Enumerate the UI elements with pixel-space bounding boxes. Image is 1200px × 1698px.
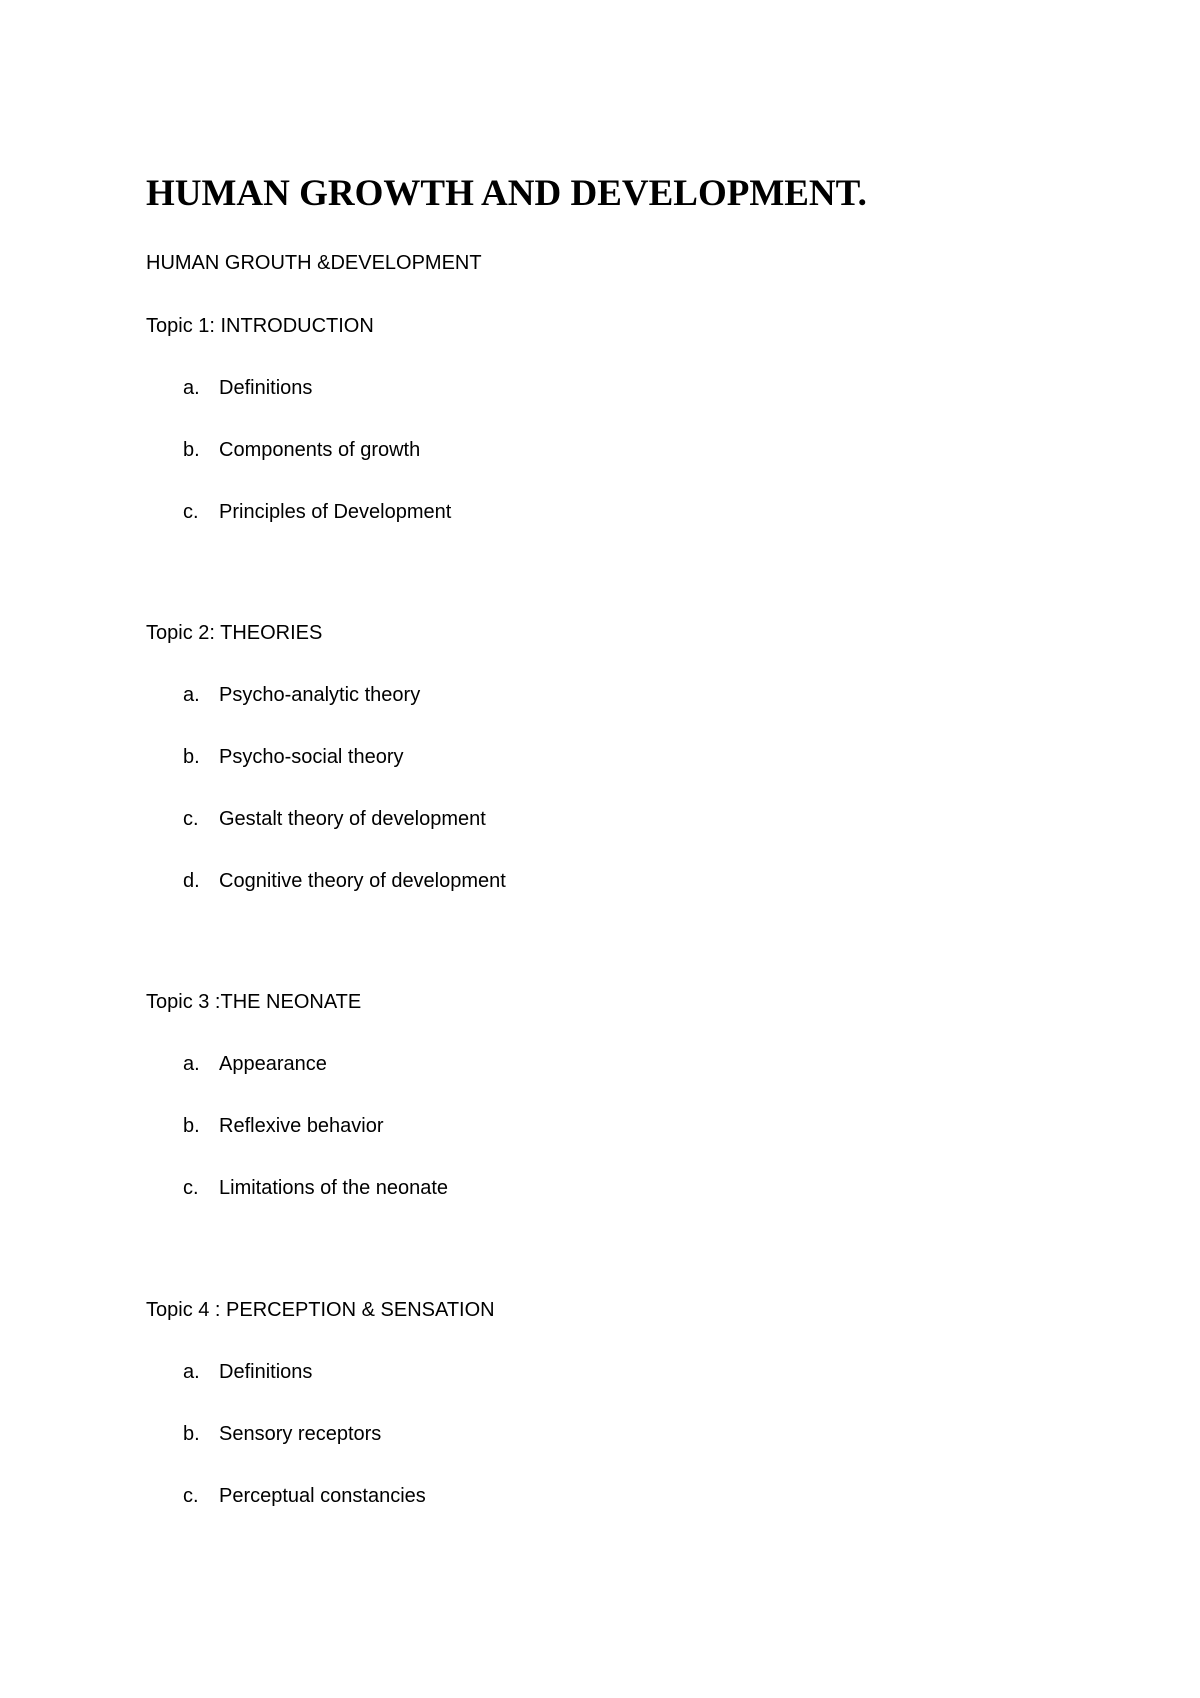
list-marker: a. — [183, 1053, 200, 1075]
document-subtitle: HUMAN GROUTH &DEVELOPMENT — [146, 252, 482, 274]
list-item-text: Gestalt theory of development — [219, 808, 486, 830]
list-marker: b. — [183, 746, 200, 768]
list-item-text: Psycho-analytic theory — [219, 684, 421, 706]
list-marker: a. — [183, 1361, 200, 1383]
list-item-text: Reflexive behavior — [219, 1115, 384, 1137]
list-marker: c. — [183, 501, 199, 523]
list-item-text: Limitations of the neonate — [219, 1177, 449, 1199]
list-item-text: Appearance — [219, 1053, 327, 1075]
list-marker: d. — [183, 870, 200, 892]
list-marker: b. — [183, 1423, 200, 1445]
topic-1-heading: Topic 1: INTRODUCTION — [146, 315, 374, 337]
topic-2-heading: Topic 2: THEORIES — [146, 622, 323, 644]
topic-4-heading: Topic 4 : PERCEPTION & SENSATION — [146, 1299, 495, 1321]
list-item-text: Perceptual constancies — [219, 1485, 426, 1507]
list-marker: c. — [183, 808, 199, 830]
list-item-text: Cognitive theory of development — [219, 870, 506, 892]
list-item-text: Sensory receptors — [219, 1423, 382, 1445]
list-item-text: Definitions — [219, 1361, 313, 1383]
list-item-text: Principles of Development — [219, 501, 452, 523]
list-item-text: Psycho-social theory — [219, 746, 404, 768]
topic-3-heading: Topic 3 :THE NEONATE — [146, 991, 362, 1013]
list-marker: a. — [183, 377, 200, 399]
list-marker: c. — [183, 1177, 199, 1199]
document-title: HUMAN GROWTH AND DEVELOPMENT. — [146, 173, 867, 214]
list-marker: c. — [183, 1485, 199, 1507]
list-marker: b. — [183, 439, 200, 461]
list-marker: b. — [183, 1115, 200, 1137]
list-item-text: Components of growth — [219, 439, 421, 461]
list-item-text: Definitions — [219, 377, 313, 399]
list-marker: a. — [183, 684, 200, 706]
